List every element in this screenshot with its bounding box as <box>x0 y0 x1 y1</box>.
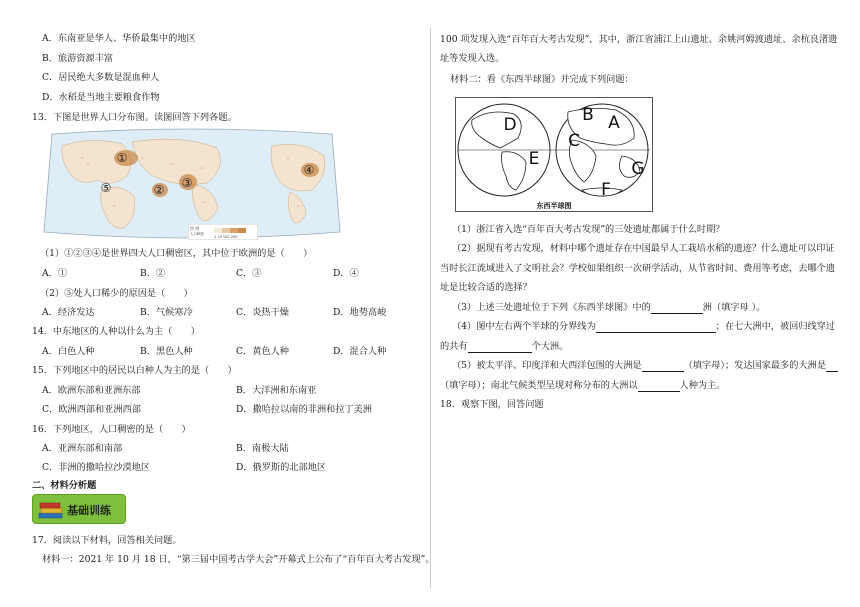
q17-4-line-1 <box>452 321 835 333</box>
q17-2-line-2: 当时长江流域进入了文明社会？学校如果组织一次研学活动，从节省时间、费用等考虑，去哪个遗 <box>440 263 836 274</box>
q17-stem: 17．阅读以下材料，回答相关问题。 <box>32 535 182 546</box>
hemi-label-d: D <box>503 115 517 135</box>
section-2-title: 二、材料分析题 <box>32 480 97 491</box>
q13-1-stem: （1）①②③④是世界四大人口稠密区，其中位于欧洲的是（ ） <box>40 248 313 259</box>
q17-4-text-a: （4）图中左右两个半球的分界线为 <box>452 321 596 332</box>
east-west-hemisphere-map <box>455 97 653 212</box>
q15-stem: 15．下列地区中的居民以白种人为主的是（ ） <box>32 365 237 376</box>
legend-scale: 1 10 100 200 <box>214 235 238 239</box>
map-marker-2: ② <box>153 183 165 197</box>
material-1-cont-line-2: 址等发现入选。 <box>440 53 505 64</box>
column-divider <box>430 28 431 588</box>
q17-material-1: 材料一：2021 年 10 月 18 日，“第三届中国考古学大会”开幕式上公布了“百年百大考古发现”。 <box>42 554 435 565</box>
map-marker-1: ① <box>116 151 128 165</box>
q16-options-row2 <box>28 462 423 474</box>
q13-1-option-c: C．③ <box>236 268 262 279</box>
q13-1-option-a: A．① <box>42 268 68 279</box>
q14-options <box>28 346 423 358</box>
q17-1: （1）浙江省入选“百年百大考古发现”的三处遗址都属于什么时期？ <box>452 224 725 235</box>
q13-2-stem: （2）⑤处人口稀少的原因是（ ） <box>40 288 193 299</box>
q17-5-blank-2[interactable] <box>826 362 838 372</box>
q12-option-d: D．水稻是当地主要粮食作物 <box>42 92 160 103</box>
q17-4-blank-1[interactable] <box>596 323 716 333</box>
q17-3 <box>452 302 765 314</box>
q13-1-options <box>28 268 423 280</box>
q14-stem: 14．中东地区的人种以什么为主（ ） <box>32 326 200 337</box>
q17-5-text-d: 人种为主。 <box>679 380 726 391</box>
q17-5-line-1 <box>452 360 838 372</box>
material-1-cont-line-1: 100 项发现入选“百年百大考古发现”，其中，浙江省浦江上山遗址、余姚河姆渡遗址、余杭良渚遗 <box>440 34 838 45</box>
q17-2-line-1: （2）据现有考古发现，材料中哪个遗址存在中国最早人工栽培水稻的遗迹？什么遗址可以印证 <box>452 243 835 254</box>
q12-option-c: C．居民绝大多数是混血种人 <box>42 72 160 83</box>
q15-option-c: C．欧洲西部和亚洲西部 <box>42 404 141 415</box>
q17-3-text-a: （3）上述三处遗址位于下列《东西半球图》中的 <box>452 302 651 313</box>
q17-5-blank-3[interactable] <box>638 382 680 392</box>
hemi-label-f: F <box>601 180 611 200</box>
q13-2-options <box>28 307 423 319</box>
q16-stem: 16．下列地区，人口稠密的是（ ） <box>32 424 191 435</box>
q17-4-text-d: 个大洲。 <box>531 341 569 352</box>
q17-2-line-3: 址是比较合适的选择？ <box>440 282 532 293</box>
legend-label: 人口稠密 <box>190 232 204 236</box>
books-icon <box>38 500 64 520</box>
hemi-label-b: B <box>582 105 594 125</box>
hemi-caption: 东西半球图 <box>536 202 572 210</box>
q17-4-blank-2[interactable] <box>468 343 532 353</box>
map-marker-5: ⑤ <box>100 181 112 195</box>
q15-option-b: B．大洋洲和东南亚 <box>236 385 317 396</box>
q14-option-a: A．白色人种 <box>42 346 95 357</box>
q16-option-a: A．亚洲东部和南部 <box>42 443 123 454</box>
q17-5-blank-1[interactable] <box>642 362 684 372</box>
q16-option-b: B．南极大陆 <box>236 443 289 454</box>
basic-training-badge <box>32 494 126 524</box>
map-marker-3: ③ <box>181 176 193 190</box>
q16-option-d: D．俄罗斯的北部地区 <box>236 462 327 473</box>
q13-2-option-b: B．气候寒冷 <box>140 307 193 318</box>
q15-option-a: A．欧洲东部和亚洲东部 <box>42 385 141 396</box>
q17-4-text-b: ；在七大洲中，被回归线穿过 <box>715 321 836 332</box>
q17-5-line-2 <box>440 380 725 392</box>
q17-4-text-c: 的共有 <box>440 341 468 352</box>
hemi-label-e: E <box>528 149 540 169</box>
hemi-label-a: A <box>608 113 620 133</box>
q13-2-option-a: A．经济发达 <box>42 307 95 318</box>
q15-options-row1 <box>28 385 423 397</box>
hemi-label-c: C <box>568 131 580 151</box>
q13-stem: 13．下图是世界人口分布图。读图回答下列各题。 <box>32 112 237 123</box>
q12-option-b: B．旅游资源丰富 <box>42 53 114 64</box>
q18-stem: 18．观察下图，回答问题 <box>440 399 544 410</box>
q14-option-c: C．黄色人种 <box>236 346 289 357</box>
q14-option-b: B．黑色人种 <box>140 346 193 357</box>
q15-option-d: D．撒哈拉以南的非洲和拉丁美洲 <box>236 404 372 415</box>
q14-option-d: D．混合人种 <box>333 346 387 357</box>
map-marker-4: ④ <box>303 163 315 177</box>
q13-2-option-d: D．地势高峻 <box>333 307 387 318</box>
q13-1-option-d: D．④ <box>333 268 359 279</box>
q16-options-row1 <box>28 443 423 455</box>
q17-5-text-c: （填字母）；南北气候类型呈现对称分布的大洲以 <box>440 380 638 391</box>
q16-option-c: C．非洲的撒哈拉沙漠地区 <box>42 462 151 473</box>
badge-label: 基础训练 <box>67 504 111 517</box>
q13-2-option-c: C．炎热干燥 <box>236 307 289 318</box>
q17-5-text-a: （5）被太平洋、印度洋和大西洋包围的大洲是 <box>452 360 642 371</box>
map-legend <box>188 224 258 240</box>
q17-3-text-b: 洲（填字母 ）。 <box>702 302 766 313</box>
q17-5-text-b: （填字母）；发达国家最多的大洲是 <box>683 360 827 371</box>
q12-option-a: A．东南亚是华人、华侨最集中的地区 <box>42 33 196 44</box>
q13-1-option-b: B．② <box>140 268 166 279</box>
legend-title: 图 例 <box>190 226 200 231</box>
hemi-label-g: G <box>631 159 645 179</box>
q17-4-line-2 <box>440 341 568 353</box>
material-2-intro: 材料二：看《东西半球图》并完成下列问题： <box>450 74 634 85</box>
q17-3-blank[interactable] <box>651 304 703 314</box>
q15-options-row2 <box>28 404 423 416</box>
